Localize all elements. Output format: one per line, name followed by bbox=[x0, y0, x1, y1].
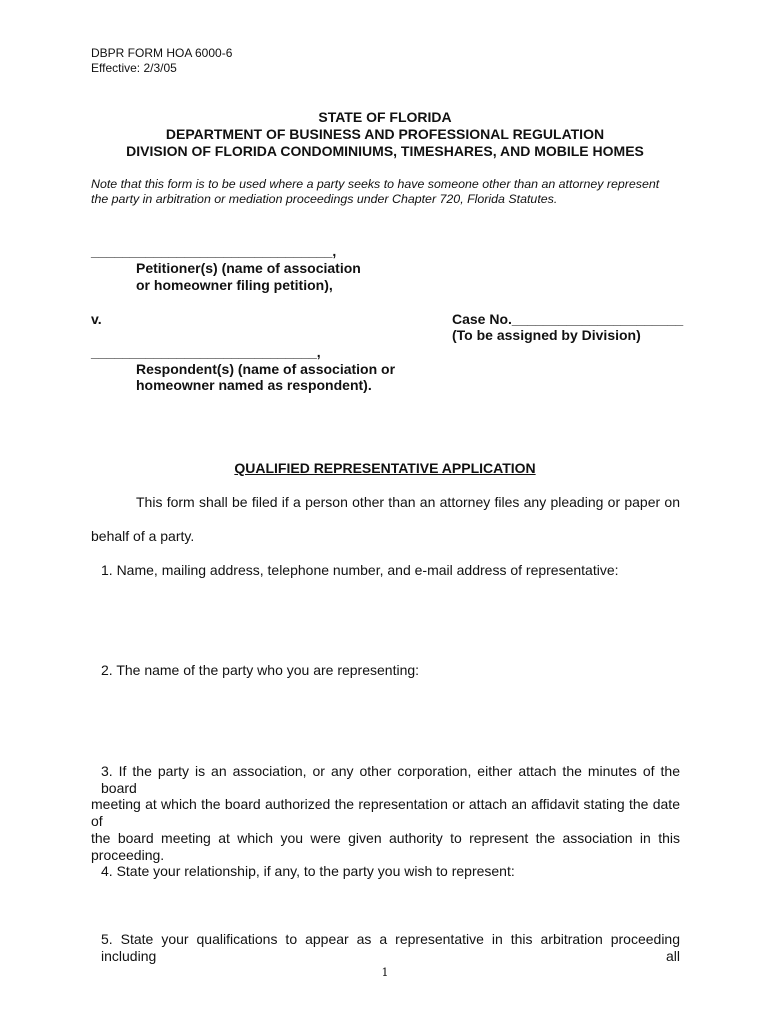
petitioner-label-line-2: or homeowner filing petition), bbox=[136, 277, 333, 293]
intro-line-1: This form shall be filed if a person other than an attorney files any pleading or paper on bbox=[136, 494, 680, 510]
respondent-blank: _____________________________, bbox=[91, 344, 321, 360]
case-number-label: Case No.______________________ bbox=[452, 311, 684, 327]
form-number: DBPR FORM HOA 6000-6 bbox=[91, 46, 233, 60]
case-assigned-note: (To be assigned by Division) bbox=[452, 327, 641, 343]
note-line-2: the party in arbitration or mediation proceedings under Chapter 720, Florida Statutes. bbox=[91, 192, 558, 206]
item-5: 5. State your qualifications to appear as a representative in this arbitration proceeding including all bbox=[101, 931, 680, 964]
petitioner-blank: _______________________________, bbox=[91, 243, 337, 259]
respondent-label-line-1: Respondent(s) (name of association or bbox=[136, 361, 396, 377]
state-heading: STATE OF FLORIDA bbox=[318, 109, 452, 125]
respondent-label-line-2: homeowner named as respondent). bbox=[136, 377, 372, 393]
petitioner-label-line-1: Petitioner(s) (name of association bbox=[136, 260, 361, 276]
note-line-1: Note that this form is to be used where a party seeks to have someone other than an attorney represent bbox=[91, 177, 660, 191]
department-heading: DEPARTMENT OF BUSINESS AND PROFESSIONAL REGULATION bbox=[165, 126, 605, 142]
item-3-line-3: the board meeting at which you were given authority to represent the association in this proceeding. bbox=[91, 830, 680, 863]
item-3-line-2: meeting at which the board authorized the representation or attach an affidavit stating the date of bbox=[91, 796, 680, 829]
effective-date: Effective: 2/3/05 bbox=[91, 61, 177, 75]
division-heading: DIVISION OF FLORIDA CONDOMINIUMS, TIMESHARES, AND MOBILE HOMES bbox=[126, 143, 644, 159]
item-3-line-1: 3. If the party is an association, or any other corporation, either attach the minutes of the board bbox=[101, 763, 680, 796]
page-number: 1 bbox=[381, 966, 389, 979]
item-1: 1. Name, mailing address, telephone number, and e-mail address of representative: bbox=[101, 562, 619, 578]
item-4: 4. State your relationship, if any, to the party you wish to represent: bbox=[101, 863, 515, 879]
versus-label: v. bbox=[91, 311, 102, 327]
document-title: QUALIFIED REPRESENTATIVE APPLICATION bbox=[234, 460, 536, 476]
item-2: 2. The name of the party who you are representing: bbox=[101, 662, 420, 678]
intro-line-2: behalf of a party. bbox=[91, 528, 195, 544]
